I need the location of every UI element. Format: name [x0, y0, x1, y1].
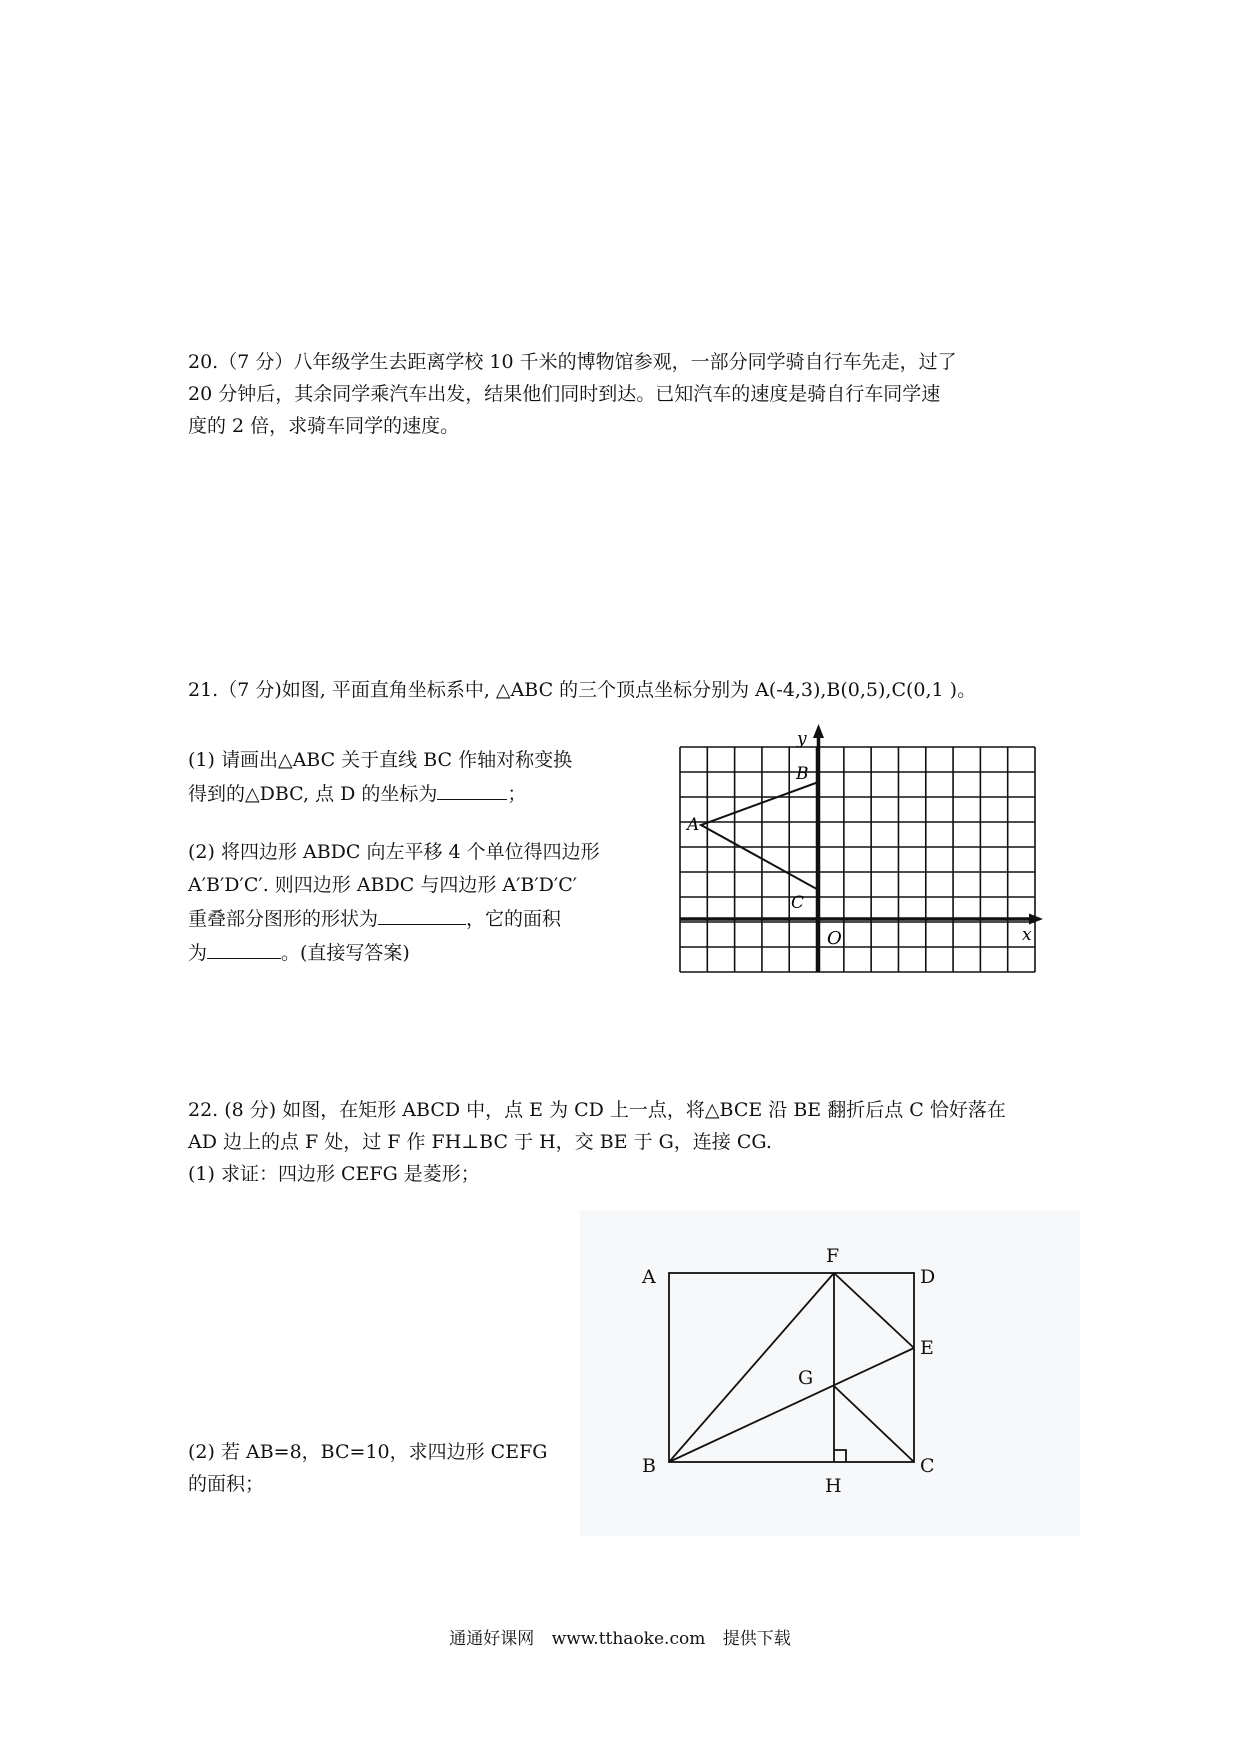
x-axis-arrow	[1029, 914, 1043, 925]
question-22	[188, 1094, 1068, 1190]
point-c-label: C	[791, 893, 805, 913]
answer-blank-d-coordinate[interactable]	[437, 777, 507, 800]
label-c: C	[920, 1455, 935, 1477]
q21-p1-line-1: (1) 请画出△ABC 关于直线 BC 作轴对称变换	[188, 749, 573, 771]
question-20	[188, 346, 1068, 442]
page-footer	[0, 1624, 1240, 1649]
label-e: E	[920, 1337, 934, 1359]
point-b-label: B	[796, 764, 809, 784]
q21-p1-end: ；	[507, 783, 527, 805]
footer-suffix: 提供下载	[722, 1629, 791, 1649]
footer-site-name: 通通好课网	[449, 1629, 535, 1649]
grid-lines	[680, 747, 1035, 972]
q22-line-3: (1) 求证：四边形 CEFG 是菱形；	[188, 1163, 480, 1185]
question-22-part-2	[188, 1436, 568, 1500]
point-a-label: A	[687, 815, 700, 835]
question-21-part-1	[188, 744, 643, 811]
question-21-part-2	[188, 836, 643, 970]
label-g: G	[798, 1367, 814, 1389]
origin-label: O	[827, 928, 842, 949]
q22-p2-line-1: (2) 若 AB=8，BC=10，求四边形 CEFG	[188, 1441, 548, 1463]
q20-line-2: 20 分钟后，其余同学乘汽车出发，结果他们同时到达。已知汽车的速度是骑自行车同学速	[188, 383, 941, 405]
q21-p2-text-3b: ，它的面积	[466, 908, 562, 930]
y-axis-label: y	[797, 729, 807, 749]
label-d: D	[920, 1266, 936, 1288]
label-h: H	[825, 1475, 842, 1497]
label-b: B	[642, 1455, 656, 1477]
q21-p2-text-4a: 为	[188, 942, 208, 964]
q21-p2-line-1: (2) 将四边形 ABDC 向左平移 4 个单位得四边形	[188, 841, 600, 863]
question-21-stem: 21.（7 分)如图, 平面直角坐标系中, △ABC 的三个顶点坐标分别为 A(-4,3),B(0,5),C(0,1 )。	[188, 679, 977, 701]
answer-blank-area[interactable]	[207, 936, 281, 959]
footer-url[interactable]: www.tthaoke.com	[551, 1629, 706, 1649]
q21-p1-text: 得到的△DBC, 点 D 的坐标为	[188, 783, 438, 805]
q20-line-1: 20.（7 分）八年级学生去距离学校 10 千米的博物馆参观，一部分同学骑自行车先走，过了	[188, 351, 957, 373]
q22-line-2: AD 边上的点 F 处，过 F 作 FH⊥BC 于 H，交 BE 于 G，连接 CG.	[188, 1131, 772, 1153]
label-a: A	[642, 1266, 656, 1288]
answer-blank-shape[interactable]	[378, 902, 466, 925]
q21-p2-text-3a: 重叠部分图形的形状为	[188, 908, 379, 930]
q21-p2-line-2: A′B′D′C′. 则四边形 ABDC 与四边形 A′B′D′C′	[188, 874, 578, 896]
q21-p1-line-2	[188, 777, 643, 811]
triangle-abc	[701, 782, 819, 890]
label-f: F	[826, 1245, 840, 1267]
q21-p2-text-4b: 。(直接写答案)	[281, 942, 410, 964]
x-axis-label: x	[1022, 925, 1032, 945]
q21-p2-line-3	[188, 902, 643, 936]
q22-p2-line-2: 的面积；	[188, 1473, 265, 1495]
q22-line-1: 22. (8 分) 如图，在矩形 ABCD 中，点 E 为 CD 上一点，将△BCE 沿 BE 翻折后点 C 恰好落在	[188, 1099, 1006, 1121]
q21-p2-line-4	[188, 936, 643, 970]
q20-line-3: 度的 2 倍，求骑车同学的速度。	[188, 415, 460, 437]
rectangle-figure	[580, 1210, 1080, 1536]
y-axis-arrow	[813, 724, 824, 738]
coordinate-grid-figure	[677, 724, 1043, 978]
